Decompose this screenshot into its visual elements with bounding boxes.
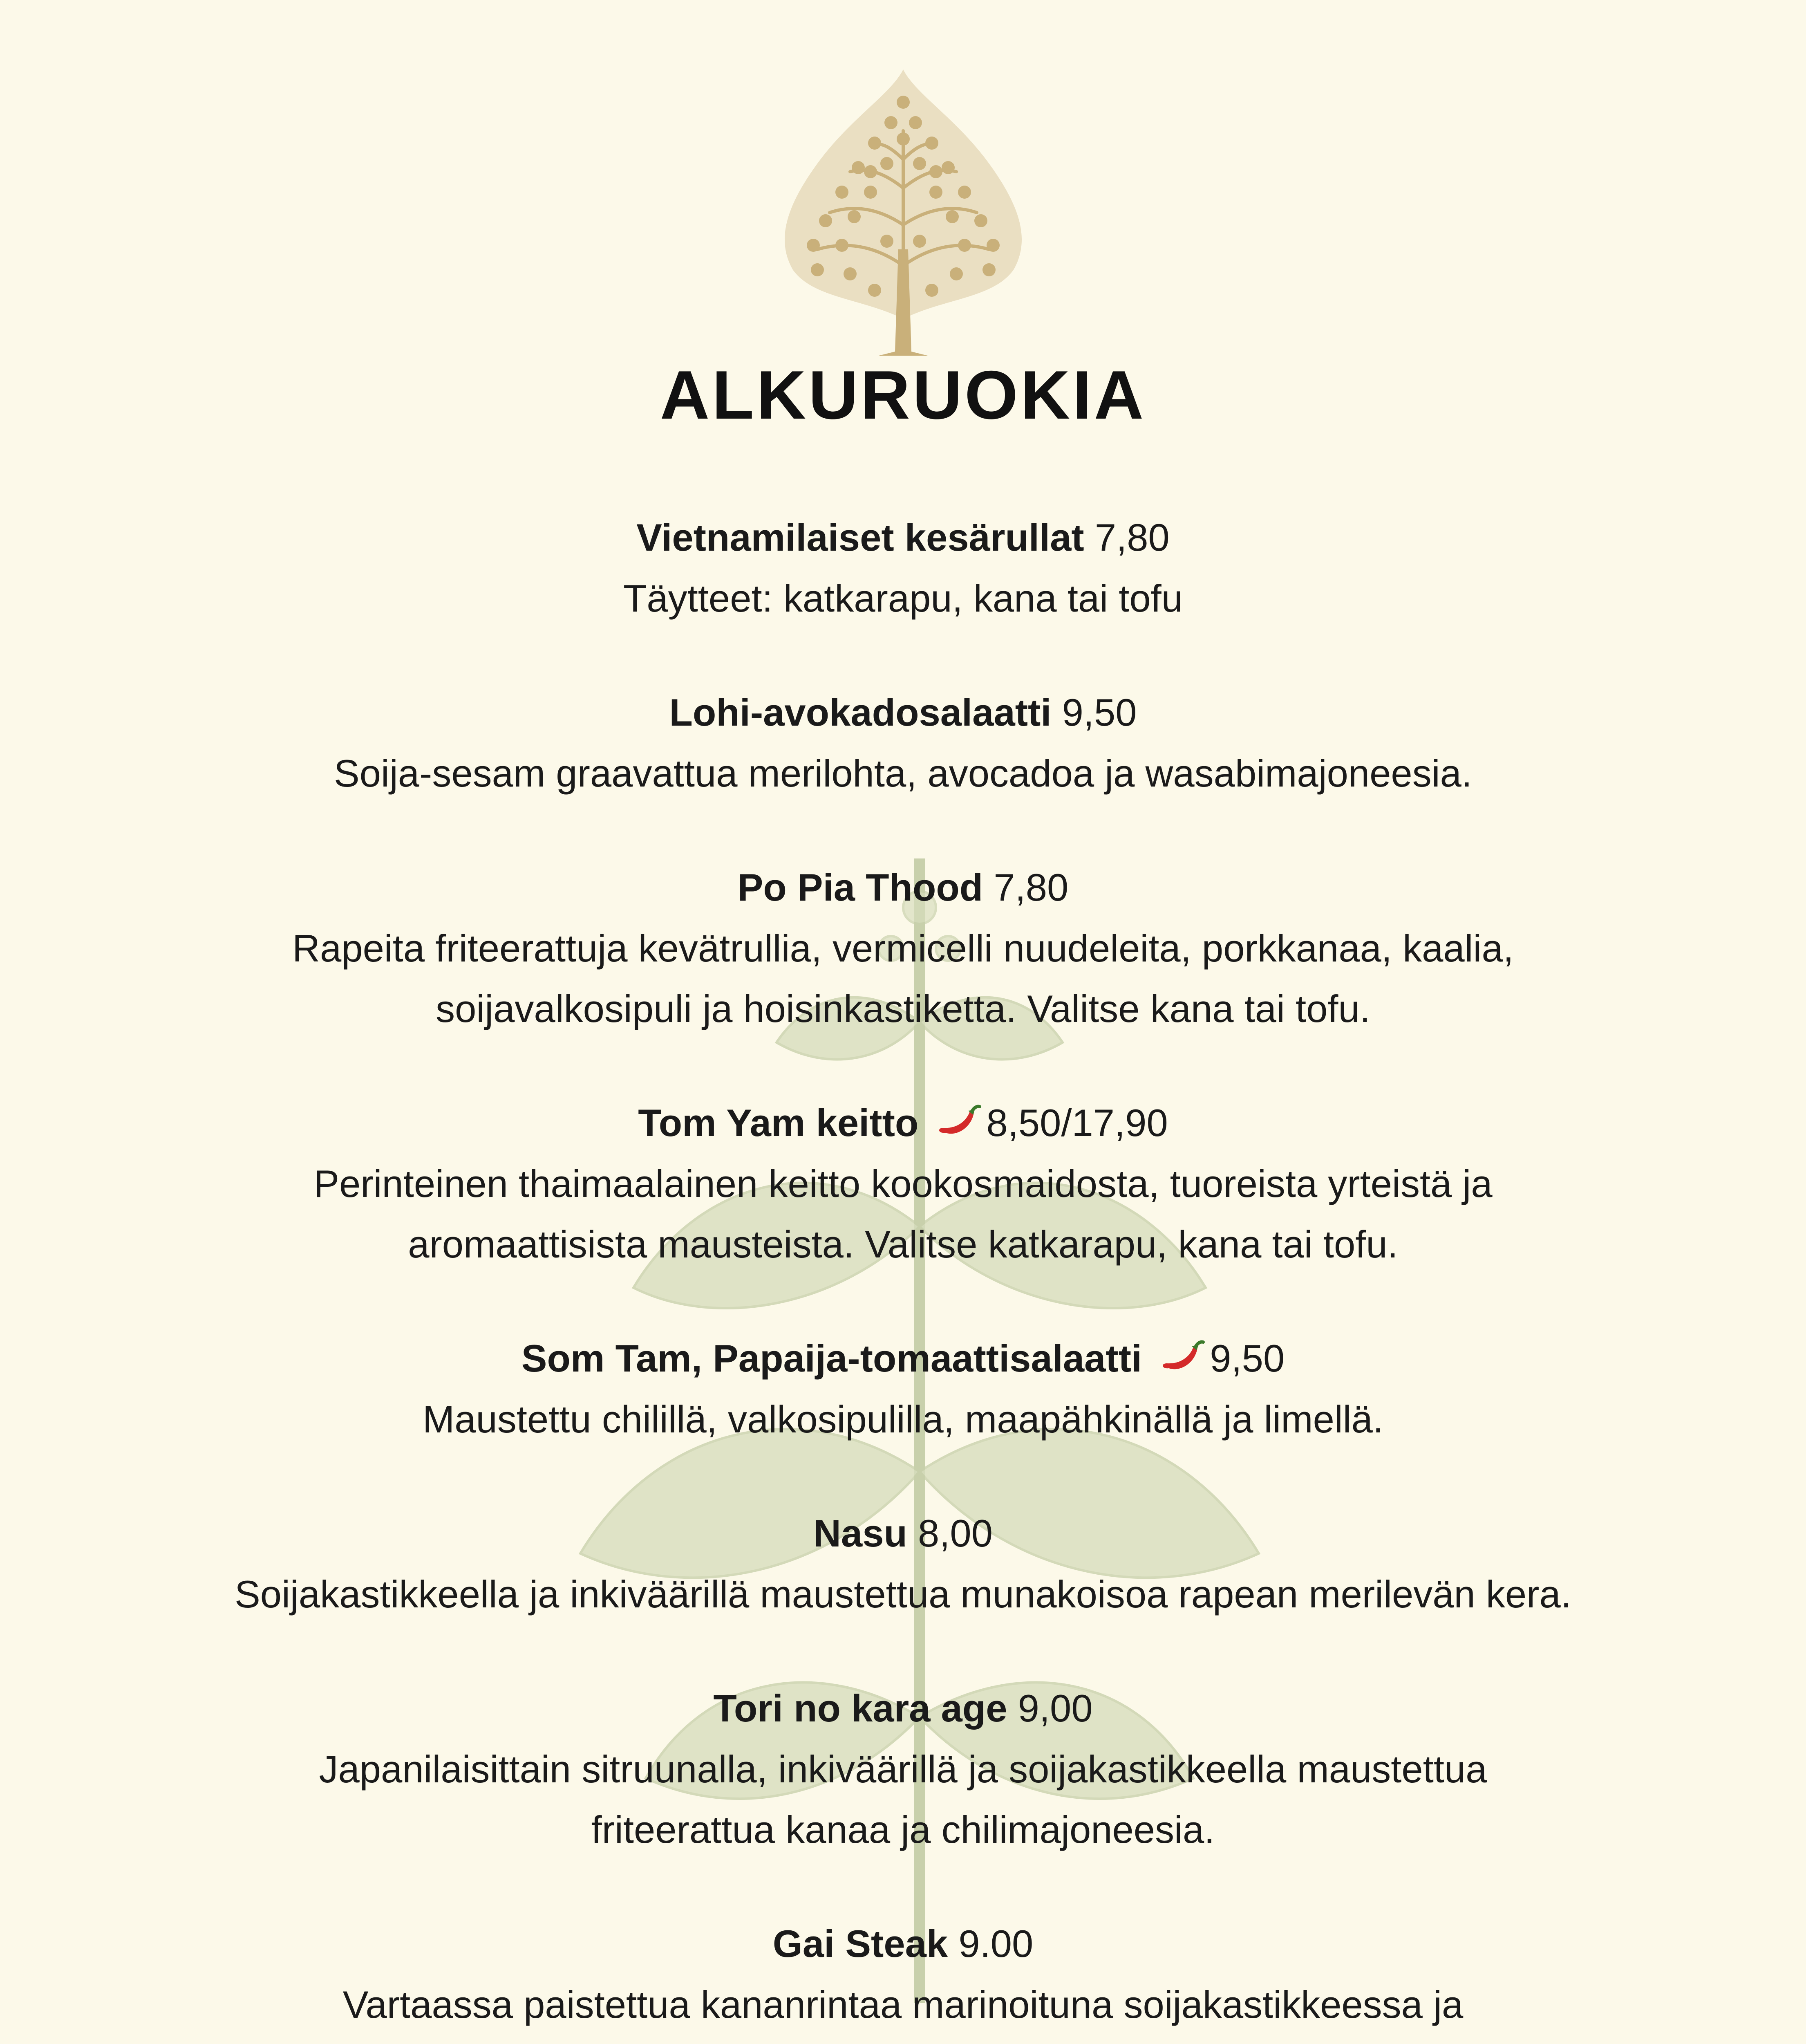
menu-item-title (0, 1678, 1806, 1739)
menu-item-title (0, 857, 1806, 918)
menu-item-description: Täytteet: katkarapu, kana tai tofu (623, 577, 1183, 620)
menu-item (0, 1328, 1806, 1450)
tree-dot (868, 284, 881, 297)
menu-list (0, 507, 1806, 2044)
tree-dot (811, 263, 824, 276)
menu-item-price: 8,50/17,90 (986, 1101, 1168, 1144)
menu-item-name: Lohi-avokadosalaatti (669, 691, 1052, 734)
bodhi-tree-icon (768, 69, 1038, 356)
menu-item-price: 9,50 (1210, 1337, 1285, 1380)
tree-dot (844, 267, 857, 280)
tree-dot (950, 267, 963, 280)
menu-item-description: Maustettu chilillä, valkosipulilla, maapähkinällä ja limellä. (422, 1398, 1384, 1441)
menu-item (0, 507, 1806, 629)
tree-dot (864, 186, 877, 199)
menu-item-name: Nasu (813, 1512, 907, 1555)
tree-dot (974, 214, 987, 227)
menu-item-price: 8,00 (918, 1512, 993, 1555)
menu-item-title (0, 507, 1806, 568)
menu-item (0, 1678, 1806, 1860)
menu-item-name: Vietnamilaiset kesärullat (636, 516, 1084, 559)
menu-item-title (0, 682, 1806, 743)
tree-dot (925, 284, 938, 297)
menu-item-description: Japanilaisittain sitruunalla, inkiväärillä ja soijakastikkeella maustettua friteerattua kanaa ja chilimajoneesia. (319, 1748, 1487, 1851)
menu-item-name: Som Tam, Papaija-tomaattisalaatti (521, 1337, 1142, 1380)
tree-dot (880, 235, 893, 248)
menu-item-description: Perinteinen thaimaalainen keitto kookosmaidosta, tuoreista yrteistä ja aromaattisista mausteista. Valitse katkarapu, kana tai tofu. (313, 1162, 1493, 1266)
menu-item-description: Soijakastikkeella ja inkiväärillä maustettua munakoisoa rapean merilevän kera. (235, 1573, 1571, 1616)
menu-item-title (0, 1503, 1806, 1564)
menu-item-name: Gai Steak (772, 1922, 948, 1965)
menu-item-title (0, 1328, 1806, 1389)
menu-item-price: 9.00 (958, 1922, 1034, 1965)
tree-dot (884, 116, 897, 129)
tree-dot (929, 186, 942, 199)
tree-dot (946, 210, 959, 223)
menu-item-name: Tom Yam keitto (638, 1101, 919, 1144)
tree-dot (909, 116, 922, 129)
chili-pepper-icon (1157, 1340, 1206, 1376)
menu-item-name: Tori no kara age (713, 1687, 1007, 1730)
menu-item-name: Po Pia Thood (737, 866, 983, 909)
page-title: ALKURUOKIA (660, 356, 1146, 433)
menu-item (0, 857, 1806, 1039)
chili-pepper-icon (933, 1104, 982, 1141)
tree-dot (819, 214, 832, 227)
menu-item-description: Rapeita friteerattuja kevätrullia, vermicelli nuudeleita, porkkanaa, kaalia, soijavalkosipuli ja hoisinkastiketta. Valitse kana tai tofu. (292, 927, 1514, 1030)
menu-item-price: 9,50 (1062, 691, 1137, 734)
tree-dot (880, 157, 893, 170)
tree-dot (982, 263, 996, 276)
tree-dot (835, 186, 848, 199)
menu-item (0, 682, 1806, 804)
menu-item (0, 1503, 1806, 1625)
menu-item-price: 9,00 (1018, 1687, 1093, 1730)
tree-dot (913, 157, 926, 170)
menu-item-description: Vartaassa paistettua kananrintaa marinoituna soijakastikkeessa ja (342, 1983, 1464, 2026)
menu-item (0, 1913, 1806, 2044)
menu-item-description: Soija-sesam graavattua merilohta, avocadoa ja wasabimajoneesia. (334, 752, 1472, 795)
tree-dot (958, 186, 971, 199)
tree-dot (848, 210, 861, 223)
menu-item-title (0, 1092, 1806, 1154)
menu-item-title (0, 1913, 1806, 1975)
tree-dot (913, 235, 926, 248)
tree-dot (897, 96, 910, 109)
menu-item (0, 1092, 1806, 1275)
menu-item-price: 7,80 (1094, 516, 1170, 559)
menu-item-price: 7,80 (994, 866, 1069, 909)
